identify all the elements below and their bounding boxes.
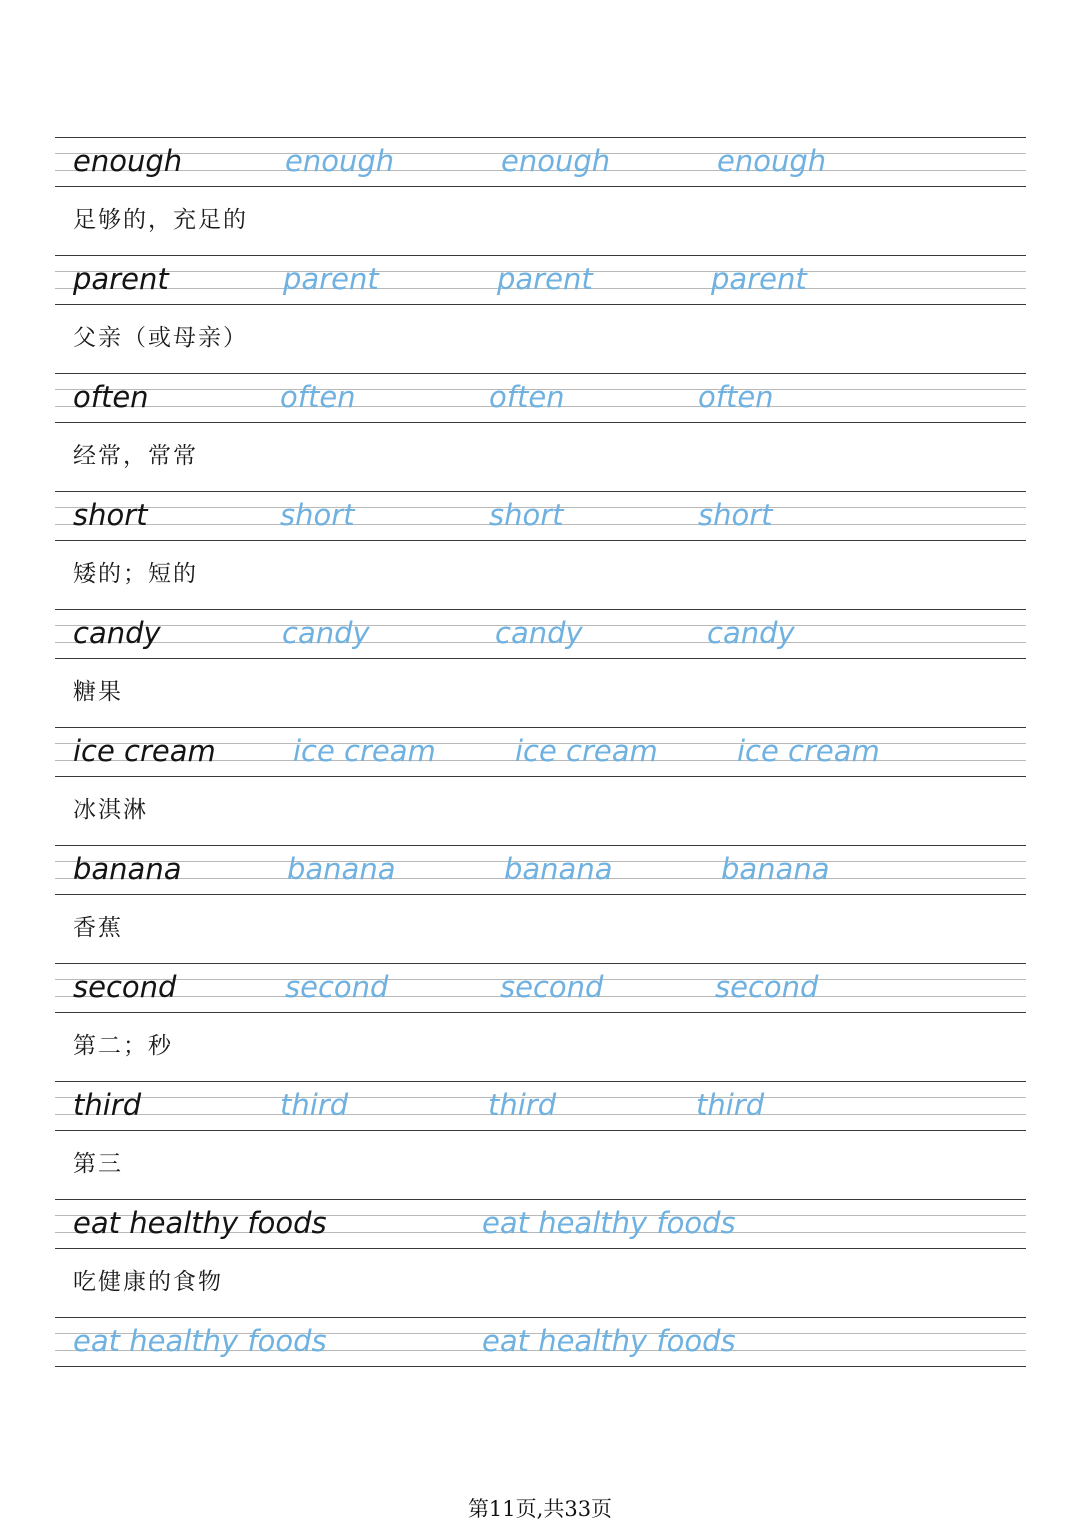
vocab-word: parent	[73, 262, 169, 296]
trace-word: often	[698, 380, 774, 414]
guide-line	[55, 609, 1026, 610]
trace-word: banana	[504, 852, 613, 886]
trace-word: enough	[501, 144, 611, 178]
handwriting-lines	[55, 137, 1026, 187]
guide-line	[55, 658, 1026, 659]
trace-word: eat healthy foods	[482, 1324, 736, 1358]
handwriting-lines	[55, 963, 1026, 1013]
guide-line	[55, 727, 1026, 728]
chinese-meaning: 矮的；短的	[73, 561, 198, 587]
handwriting-lines	[55, 373, 1026, 423]
trace-word: candy	[282, 616, 370, 650]
trace-word: enough	[285, 144, 395, 178]
guide-line	[55, 1081, 1026, 1082]
trace-word: eat healthy foods	[482, 1206, 736, 1240]
chinese-meaning: 香蕉	[73, 915, 123, 941]
trace-word: parent	[711, 262, 807, 296]
chinese-meaning: 足够的，充足的	[73, 207, 248, 233]
vocab-row	[55, 255, 1026, 373]
trace-word: third	[280, 1088, 349, 1122]
vocab-row	[55, 373, 1026, 491]
trace-word: short	[489, 498, 564, 532]
chinese-meaning: 糖果	[73, 679, 123, 705]
trace-word: eat healthy foods	[73, 1324, 327, 1358]
vocab-word: eat healthy foods	[73, 1206, 327, 1240]
vocab-word: short	[73, 498, 148, 532]
guide-line	[55, 422, 1026, 423]
vocab-row	[55, 609, 1026, 727]
chinese-meaning: 冰淇淋	[73, 797, 148, 823]
guide-line	[55, 845, 1026, 846]
trace-word: candy	[495, 616, 583, 650]
trace-word: short	[698, 498, 773, 532]
trace-word: second	[500, 970, 604, 1004]
trace-word: third	[488, 1088, 557, 1122]
vocab-row	[55, 1317, 1026, 1435]
trace-word: parent	[497, 262, 593, 296]
vocab-row	[55, 137, 1026, 255]
handwriting-lines	[55, 609, 1026, 659]
vocabulary-rows	[55, 137, 1026, 1435]
trace-word: ice cream	[737, 734, 880, 768]
guide-line	[55, 1199, 1026, 1200]
trace-word: often	[280, 380, 356, 414]
vocab-row	[55, 727, 1026, 845]
trace-word: banana	[287, 852, 396, 886]
guide-line	[55, 1130, 1026, 1131]
guide-line	[55, 1366, 1026, 1367]
trace-word: ice cream	[515, 734, 658, 768]
chinese-meaning: 父亲（或母亲）	[73, 325, 248, 351]
vocab-row	[55, 1199, 1026, 1317]
guide-line	[55, 1248, 1026, 1249]
trace-word: second	[715, 970, 819, 1004]
vocab-word: candy	[73, 616, 161, 650]
page-footer: 第11页,共33页	[467, 1497, 613, 1521]
guide-line	[55, 963, 1026, 964]
handwriting-lines	[55, 1317, 1026, 1367]
guide-line	[55, 776, 1026, 777]
chinese-meaning: 经常，常常	[73, 443, 198, 469]
vocab-word: enough	[73, 144, 183, 178]
guide-line	[55, 491, 1026, 492]
handwriting-lines	[55, 1199, 1026, 1249]
guide-line	[55, 186, 1026, 187]
handwriting-lines	[55, 845, 1026, 895]
guide-line	[55, 1317, 1026, 1318]
trace-word: ice cream	[293, 734, 436, 768]
chinese-meaning: 第三	[73, 1151, 123, 1177]
guide-line	[55, 137, 1026, 138]
chinese-meaning: 第二；秒	[73, 1033, 173, 1059]
trace-word: often	[489, 380, 565, 414]
handwriting-lines	[55, 727, 1026, 777]
guide-line	[55, 255, 1026, 256]
handwriting-lines	[55, 255, 1026, 305]
vocab-word: banana	[73, 852, 182, 886]
trace-word: third	[696, 1088, 765, 1122]
chinese-meaning: 吃健康的食物	[73, 1269, 223, 1295]
vocab-word: ice cream	[73, 734, 216, 768]
vocab-word: second	[73, 970, 177, 1004]
vocab-word: third	[73, 1088, 142, 1122]
vocab-word: often	[73, 380, 149, 414]
vocab-row	[55, 845, 1026, 963]
trace-word: candy	[707, 616, 795, 650]
vocab-row	[55, 1081, 1026, 1199]
guide-line	[55, 540, 1026, 541]
trace-word: second	[285, 970, 389, 1004]
trace-word: enough	[717, 144, 827, 178]
handwriting-lines	[55, 491, 1026, 541]
guide-line	[55, 1012, 1026, 1013]
vocab-row	[55, 491, 1026, 609]
trace-word: short	[280, 498, 355, 532]
vocab-row	[55, 963, 1026, 1081]
trace-word: parent	[283, 262, 379, 296]
guide-line	[55, 304, 1026, 305]
guide-line	[55, 894, 1026, 895]
handwriting-lines	[55, 1081, 1026, 1131]
trace-word: banana	[721, 852, 830, 886]
guide-line	[55, 373, 1026, 374]
